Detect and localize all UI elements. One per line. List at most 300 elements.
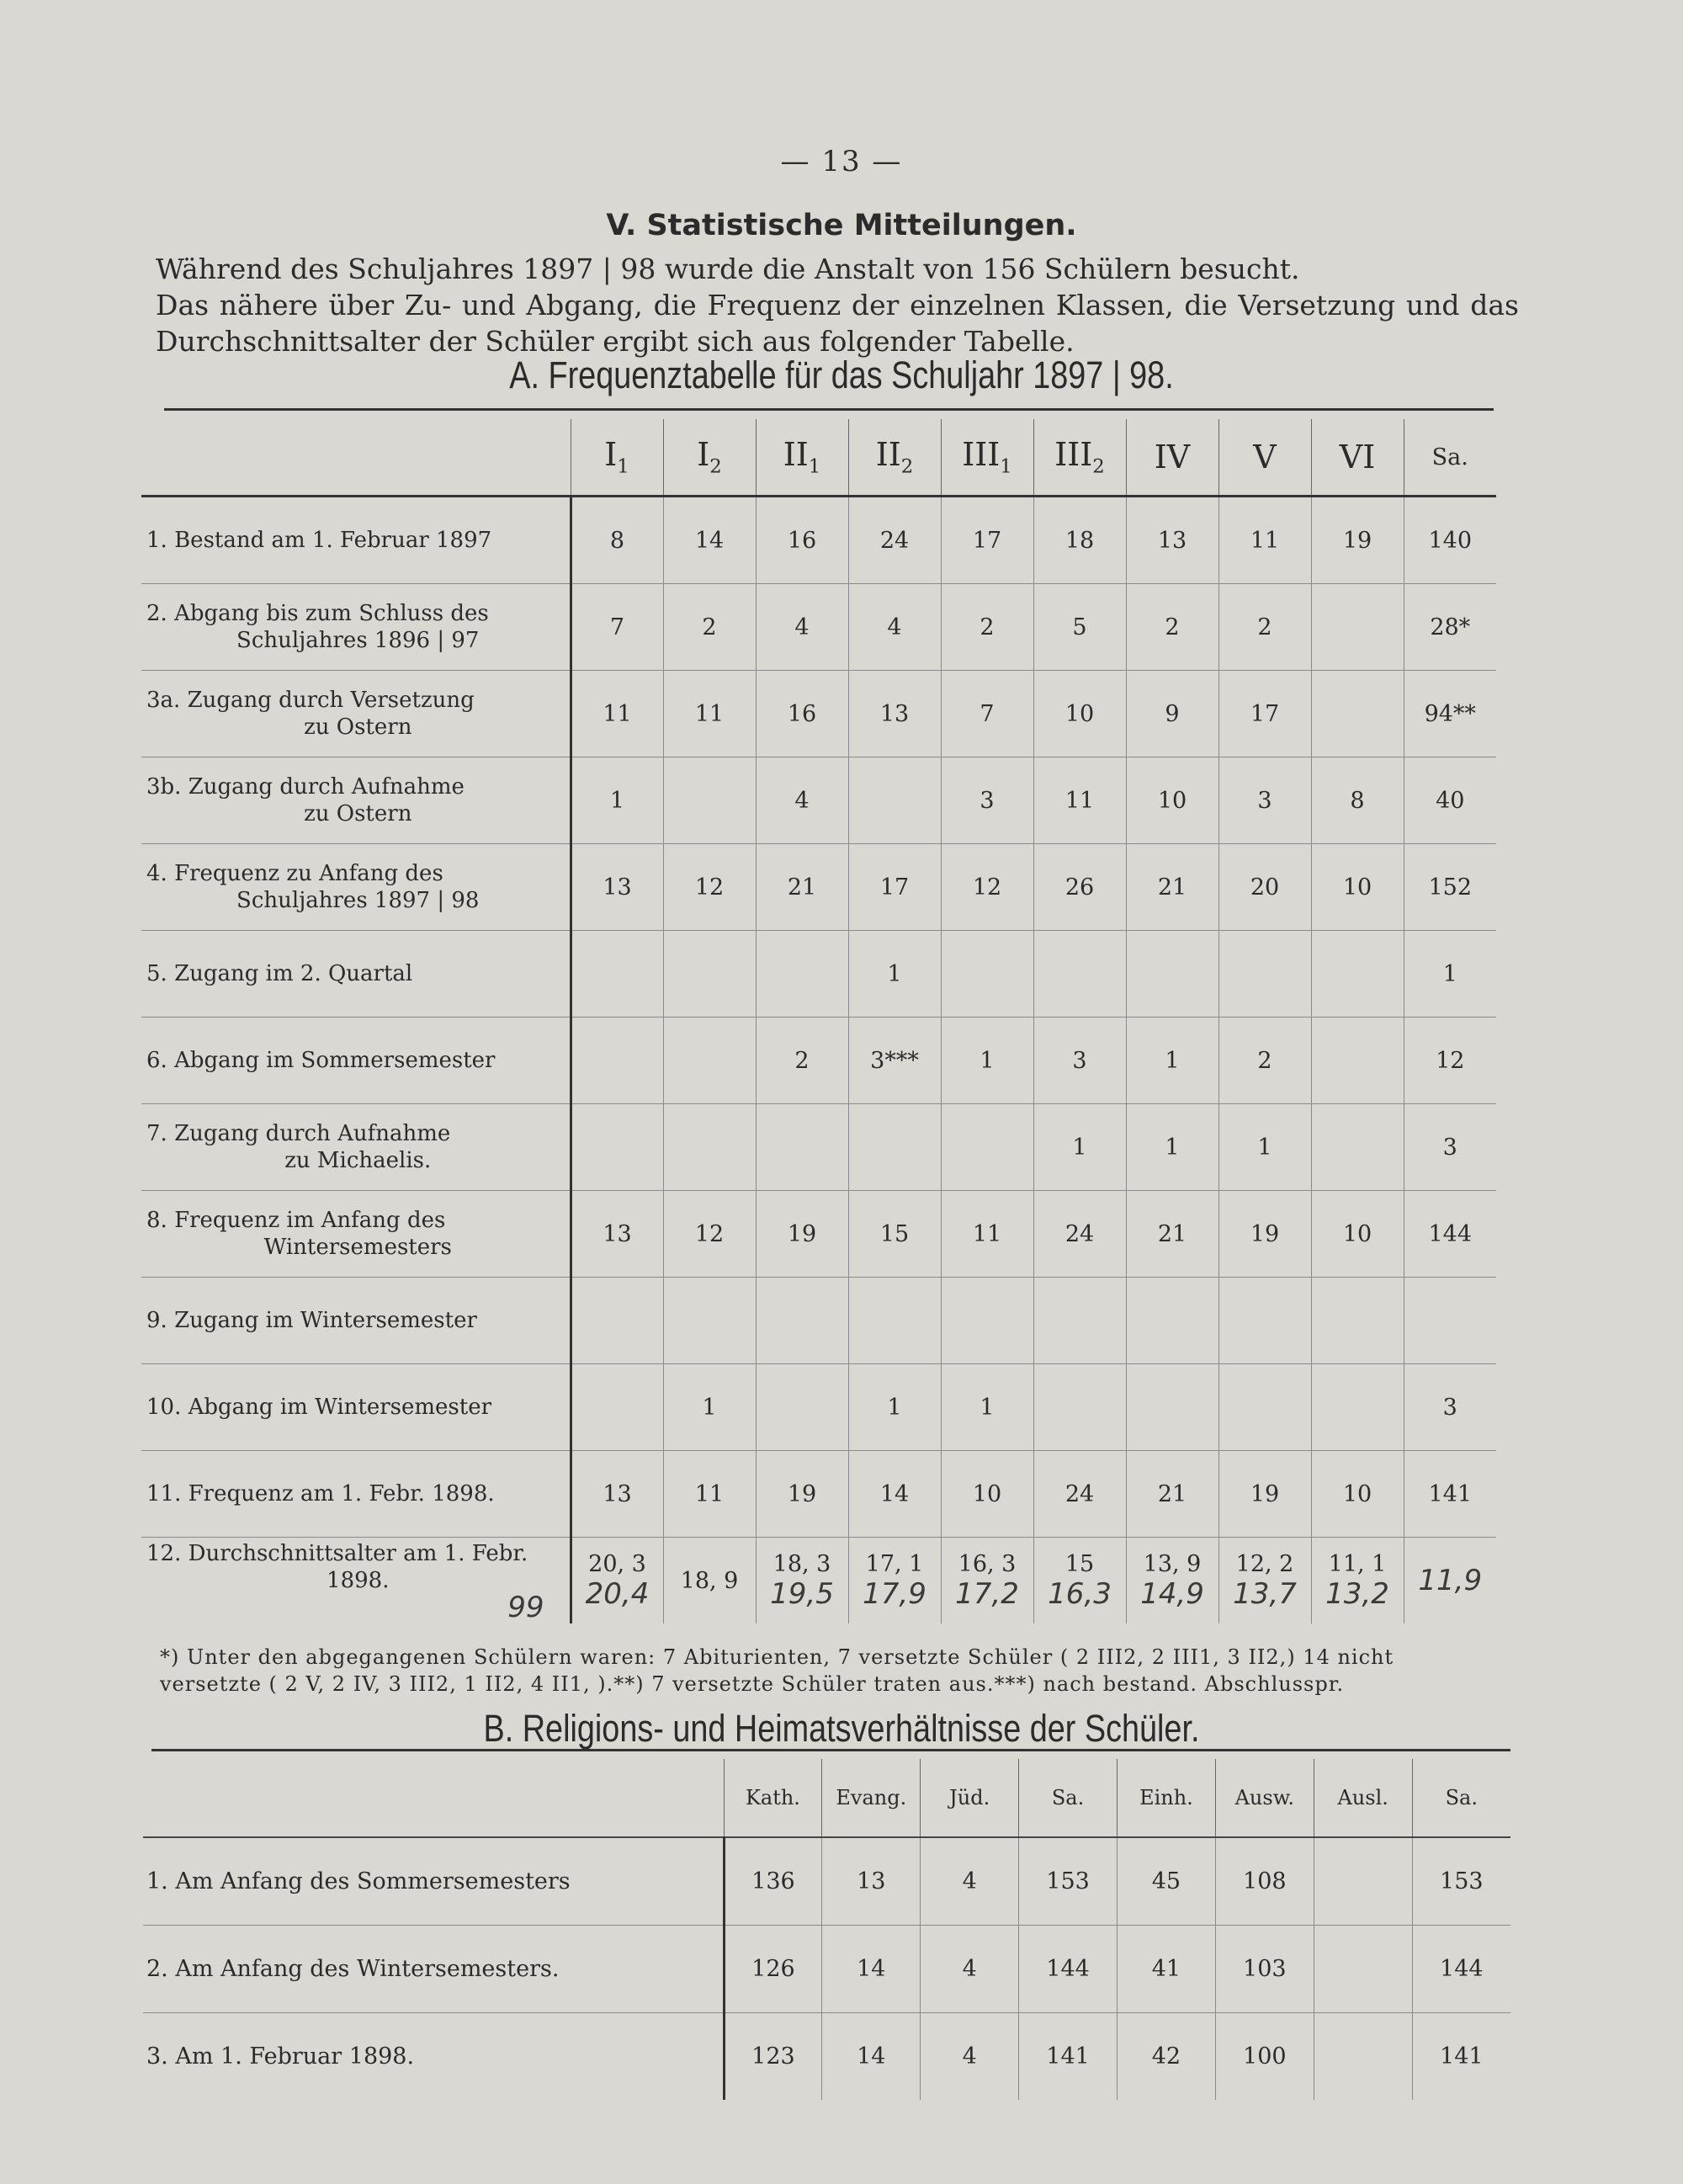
row-label-line-1: 1. Bestand am 1. Februar 1897 [146, 528, 492, 553]
cell-value: 12 [1436, 1047, 1465, 1074]
table-cell [571, 844, 663, 931]
table-cell: 153 [1412, 1837, 1510, 1926]
cell-value: 17 [1250, 700, 1280, 727]
table-cell [1404, 1191, 1496, 1278]
cell-value: 1 [1442, 960, 1457, 987]
cell-value: 26 [1064, 874, 1095, 901]
table-cell [1311, 1451, 1404, 1538]
table-cell [756, 1538, 848, 1624]
table-cell [1033, 1104, 1126, 1191]
table-cell [1311, 1018, 1404, 1104]
table-cell [1218, 1018, 1311, 1104]
table-cell [1033, 1191, 1126, 1278]
table-cell [1218, 757, 1311, 844]
table-cell [1314, 1926, 1412, 2013]
cell-value: 1 [980, 1394, 995, 1421]
cell-value: 141 [1428, 1480, 1473, 1507]
table-cell [941, 1451, 1033, 1538]
cell-value: 17, 1 [865, 1550, 924, 1577]
table-cell [756, 1018, 848, 1104]
cell-value: 12 [694, 874, 725, 901]
table-cell [1404, 931, 1496, 1018]
table-row [141, 1364, 1496, 1451]
table-cell [848, 1364, 941, 1451]
table-cell [1311, 1278, 1404, 1364]
cell-value: 19 [1250, 1220, 1280, 1247]
column-header [1311, 419, 1404, 497]
table-cell [1218, 671, 1311, 757]
column-header: Ausl. [1314, 1759, 1412, 1837]
table-cell [1033, 1451, 1126, 1538]
table-cell [1126, 1451, 1218, 1538]
table-cell [1404, 584, 1496, 671]
cell-value: 18, 9 [680, 1567, 739, 1594]
row-label: 3. Am 1. Februar 1898. [143, 2013, 724, 2101]
column-header: Kath. [724, 1759, 822, 1837]
table-cell [1126, 671, 1218, 757]
cell-value: 3 [1442, 1134, 1457, 1161]
cell-value: 4 [887, 614, 902, 640]
cell-value: 17 [972, 527, 1002, 554]
table-cell [1218, 931, 1311, 1018]
row-label-line-1: 2. Abgang bis zum Schluss des [146, 601, 489, 626]
cell-value: 2 [1257, 614, 1272, 640]
table-cell: 153 [1019, 1837, 1118, 1926]
table-cell [1033, 1278, 1126, 1364]
table-cell [1126, 497, 1218, 584]
row-label-line-1: 7. Zugang durch Aufnahme [146, 1121, 451, 1146]
cell-value: 10 [1064, 700, 1095, 727]
table-cell [848, 931, 941, 1018]
table-row [143, 2013, 1510, 2101]
row-label [141, 1364, 571, 1451]
table-cell [1404, 757, 1496, 844]
cell-value: 3 [1072, 1047, 1087, 1074]
column-header-label: III [962, 436, 1001, 474]
column-header-subscript: 1 [808, 455, 821, 478]
table-cell [1311, 497, 1404, 584]
row-label-line-1: 6. Abgang im Sommersemester [146, 1048, 496, 1073]
row-label [141, 757, 571, 844]
cell-value: 94** [1424, 700, 1476, 727]
table-cell [1033, 497, 1126, 584]
table-cell: 136 [724, 1837, 822, 1926]
table-cell [941, 1018, 1033, 1104]
column-header-label: III [1054, 436, 1093, 474]
handwritten-value: 17,2 [955, 1576, 1019, 1611]
cell-value: 15 [1064, 1550, 1095, 1577]
cell-value: 3 [980, 787, 995, 814]
column-header-subscript: 2 [709, 455, 722, 478]
table-cell [1218, 1364, 1311, 1451]
handwritten-value: 14,9 [1140, 1576, 1204, 1611]
column-header [848, 419, 941, 497]
cell-value: 4 [794, 614, 810, 640]
table-cell [663, 1538, 756, 1624]
row-label: 1. Am Anfang des Sommersemesters [146, 1868, 571, 1894]
table-cell: 123 [724, 2013, 822, 2101]
table-b-top-rule [151, 1749, 1510, 1751]
table-cell [756, 931, 848, 1018]
cell-value: 14 [879, 1480, 910, 1507]
cell-value: 10 [1342, 1480, 1372, 1507]
cell-value: 21 [1157, 874, 1187, 901]
cell-value: 11 [1064, 787, 1095, 814]
table-cell [663, 931, 756, 1018]
cell-value: 7 [980, 700, 995, 727]
row-label-line-2: 1898. [327, 1568, 390, 1593]
table-cell [1126, 1018, 1218, 1104]
footnote-line-2: versetzte ( 2 V, 2 IV, 3 III2, 1 II2, 4 II1, ).**) 7 versetzte Schüler traten aus.***) nach bestand. Abschlusspr. [160, 1672, 1345, 1696]
table-cell [848, 844, 941, 931]
table-cell [1311, 584, 1404, 671]
handwritten-value: 20,4 [585, 1576, 650, 1611]
cell-value: 28* [1430, 614, 1471, 640]
cell-value: 1 [1165, 1134, 1180, 1161]
cell-value: 11, 1 [1328, 1550, 1387, 1577]
table-a-title: A. Frequenztabelle für das Schuljahr 1897 | 98. [509, 353, 1174, 396]
cell-value: 17 [879, 874, 910, 901]
table-cell [756, 1451, 848, 1538]
table-cell: 4 [921, 1837, 1019, 1926]
table-cell [848, 584, 941, 671]
cell-value: 2 [702, 614, 717, 640]
footnote [160, 1644, 1523, 1698]
column-header-label: V [1253, 438, 1277, 476]
row-label-line-1: 3a. Zugang durch Versetzung [146, 688, 475, 713]
table-cell [941, 671, 1033, 757]
table-cell [1311, 844, 1404, 931]
table-cell [941, 1104, 1033, 1191]
row-label-line-1: 12. Durchschnittsalter am 1. Febr. [146, 1541, 528, 1566]
table-cell [756, 671, 848, 757]
table-cell [1218, 844, 1311, 931]
table-cell [663, 1451, 756, 1538]
cell-value: 10 [1157, 787, 1187, 814]
column-header [1033, 419, 1126, 497]
cell-value: 15 [879, 1220, 910, 1247]
intro-paragraph-1: Während des Schuljahres 1897 | 98 wurde die Anstalt von 156 Schülern besucht. [156, 252, 1300, 285]
table-cell [1126, 844, 1218, 931]
cell-value: 12 [694, 1220, 725, 1247]
cell-value: 16 [787, 700, 817, 727]
row-label-line-1: 4. Frequenz zu Anfang des [146, 861, 443, 886]
table-cell [848, 1278, 941, 1364]
table-row [141, 497, 1496, 584]
row-label-line-1: 8. Frequenz im Anfang des [146, 1208, 446, 1233]
table-cell [941, 1191, 1033, 1278]
table-cell [756, 1278, 848, 1364]
column-header: Jüd. [921, 1759, 1019, 1837]
religion-table-body [143, 1837, 1510, 2100]
cell-value: 9 [1165, 700, 1180, 727]
table-a-top-rule [164, 408, 1494, 411]
table-row [141, 844, 1496, 931]
table-cell [848, 1538, 941, 1624]
cell-value: 2 [1257, 1047, 1272, 1074]
table-cell [571, 1191, 663, 1278]
handwritten-value: 11,9 [1418, 1564, 1483, 1597]
table-cell [1126, 584, 1218, 671]
row-label [141, 497, 571, 584]
table-cell [571, 1278, 663, 1364]
handwritten-value: 17,9 [863, 1576, 926, 1611]
row-label [141, 931, 571, 1018]
table-cell [1033, 1018, 1126, 1104]
column-header [941, 419, 1033, 497]
frequency-table-header [141, 419, 1496, 497]
table-row [141, 1104, 1496, 1191]
table-cell [663, 1278, 756, 1364]
column-header [756, 419, 848, 497]
table-cell [1311, 757, 1404, 844]
cell-value: 21 [1157, 1220, 1187, 1247]
cell-value: 40 [1436, 787, 1465, 814]
table-cell [848, 1104, 941, 1191]
table-cell [1033, 1538, 1126, 1624]
cell-value: 10 [1342, 874, 1372, 901]
handwritten-value: 19,5 [770, 1576, 834, 1611]
table-cell [1218, 1451, 1311, 1538]
column-header-label: II [875, 436, 901, 474]
table-cell [1314, 1837, 1412, 1926]
table-cell [1218, 497, 1311, 584]
table-row [141, 1191, 1496, 1278]
table-cell [1126, 1364, 1218, 1451]
cell-value: 11 [1250, 527, 1280, 554]
table-cell [663, 497, 756, 584]
cell-value: 19 [787, 1480, 817, 1507]
row-label-line-1: 3b. Zugang durch Aufnahme [146, 774, 465, 800]
table-row [141, 1538, 1496, 1624]
table-cell: 141 [1019, 2013, 1118, 2101]
cell-value: 1 [1257, 1134, 1272, 1161]
cell-value: 3 [1442, 1394, 1457, 1421]
cell-value: 16, 3 [958, 1550, 1017, 1577]
cell-value: 24 [1064, 1220, 1095, 1247]
cell-value: 7 [609, 614, 625, 640]
table-cell [663, 757, 756, 844]
column-header [1126, 419, 1218, 497]
column-header: Ausw. [1215, 1759, 1314, 1837]
row-label-line-2: zu Michaelis. [284, 1148, 432, 1173]
cell-value: 13 [603, 874, 632, 901]
column-header [1218, 419, 1311, 497]
table-cell: 14 [822, 2013, 921, 2101]
table-cell: 144 [1019, 1926, 1118, 2013]
row-label-line-1: 5. Zugang im 2. Quartal [146, 961, 413, 986]
table-row [141, 931, 1496, 1018]
column-header-label: I [604, 436, 618, 474]
table-cell [571, 671, 663, 757]
cell-value: 10 [972, 1480, 1002, 1507]
table-cell [571, 1364, 663, 1451]
table-cell [571, 497, 663, 584]
cell-value: 11 [603, 700, 632, 727]
cell-value: 1 [887, 1394, 902, 1421]
table-cell [756, 1104, 848, 1191]
column-header: Evang. [822, 1759, 921, 1837]
table-cell: 126 [724, 1926, 822, 2013]
table-cell [1126, 931, 1218, 1018]
table-row [143, 1837, 1510, 1926]
column-header-subscript: 1 [1000, 455, 1012, 478]
table-cell: 4 [921, 2013, 1019, 2101]
row-label-line-2: Schuljahres 1897 | 98 [236, 888, 480, 913]
column-header-label: II [783, 436, 809, 474]
table-cell: 14 [822, 1926, 921, 2013]
table-cell [571, 757, 663, 844]
religion-table-header [143, 1759, 1510, 1837]
table-cell [756, 757, 848, 844]
table-cell [1404, 844, 1496, 931]
cell-value: 1 [609, 787, 625, 814]
row-label [141, 1451, 571, 1538]
cell-value: 14 [694, 527, 725, 554]
handwritten-value: 13,7 [1233, 1576, 1297, 1611]
table-cell [663, 671, 756, 757]
table-cell [1033, 757, 1126, 844]
cell-value: 8 [1350, 787, 1365, 814]
row-label [141, 1191, 571, 1278]
frequency-table-body [141, 497, 1496, 1624]
row-label-line-1: 11. Frequenz am 1. Febr. 1898. [146, 1481, 495, 1506]
cell-value: 12 [972, 874, 1002, 901]
table-row [141, 1278, 1496, 1364]
handwritten-value: 16,3 [1048, 1576, 1112, 1611]
table-row [141, 671, 1496, 757]
table-cell: 45 [1118, 1837, 1216, 1926]
table-cell [1033, 671, 1126, 757]
table-cell [1404, 1278, 1496, 1364]
table-row [141, 584, 1496, 671]
row-label-line-2: zu Ostern [304, 715, 412, 740]
table-cell [1218, 1278, 1311, 1364]
page-number: — 13 — [780, 145, 903, 178]
table-cell [1404, 1104, 1496, 1191]
table-cell [756, 1364, 848, 1451]
table-cell [1218, 1104, 1311, 1191]
row-label-line-1: 10. Abgang im Wintersemester [146, 1395, 492, 1420]
table-cell [1126, 757, 1218, 844]
table-cell [1218, 1538, 1311, 1624]
cell-value: 19 [787, 1220, 817, 1247]
row-label [141, 1538, 571, 1624]
header-corner [143, 1759, 724, 1837]
cell-value: 18, 3 [772, 1550, 831, 1577]
cell-value: 24 [879, 527, 910, 554]
cell-value: 13 [879, 700, 910, 727]
table-cell [1314, 2013, 1412, 2101]
table-cell [848, 757, 941, 844]
table-cell [1033, 584, 1126, 671]
column-header [663, 419, 756, 497]
cell-value: 11 [694, 700, 725, 727]
table-cell [941, 1278, 1033, 1364]
table-cell [1311, 1191, 1404, 1278]
cell-value: 19 [1250, 1480, 1280, 1507]
table-cell: 108 [1215, 1837, 1314, 1926]
table-cell: 13 [822, 1837, 921, 1926]
table-cell: 41 [1118, 1926, 1216, 2013]
cell-value: 152 [1428, 874, 1473, 901]
table-cell [848, 497, 941, 584]
table-row [141, 1018, 1496, 1104]
handwritten-note: 99 [507, 1591, 544, 1624]
cell-value: 1 [702, 1394, 717, 1421]
cell-value: 24 [1064, 1480, 1095, 1507]
cell-value: 13 [603, 1220, 632, 1247]
table-cell: 103 [1215, 1926, 1314, 2013]
table-cell [663, 1104, 756, 1191]
cell-value: 19 [1342, 527, 1372, 554]
cell-value: 1 [887, 960, 902, 987]
cell-value: 12, 2 [1235, 1550, 1294, 1577]
column-header-label: Sa. [1431, 444, 1468, 470]
table-cell [756, 497, 848, 584]
row-label [141, 671, 571, 757]
table-cell [1404, 1451, 1496, 1538]
table-cell [1033, 931, 1126, 1018]
row-label [141, 844, 571, 931]
column-header [1404, 419, 1496, 497]
table-cell [1311, 1104, 1404, 1191]
table-cell [1218, 584, 1311, 671]
handwritten-value: 13,2 [1325, 1576, 1389, 1611]
table-cell [663, 1018, 756, 1104]
cell-value: 3 [1257, 787, 1272, 814]
cell-value: 10 [1342, 1220, 1372, 1247]
column-header: Einh. [1118, 1759, 1216, 1837]
table-cell [1404, 671, 1496, 757]
table-cell [1311, 1364, 1404, 1451]
table-cell [571, 1538, 663, 1624]
cell-value: 18 [1064, 527, 1095, 554]
column-header-label: VI [1339, 438, 1376, 476]
table-cell [1218, 1191, 1311, 1278]
row-label-line-2: Wintersemesters [263, 1235, 452, 1260]
row-label [141, 1278, 571, 1364]
table-cell [571, 1104, 663, 1191]
table-cell [848, 1018, 941, 1104]
row-label [141, 1104, 571, 1191]
table-cell [1404, 1538, 1496, 1624]
header-corner [141, 419, 571, 497]
column-header: Sa. [1019, 1759, 1118, 1837]
row-label-line-2: Schuljahres 1896 | 97 [236, 628, 480, 653]
cell-value: 5 [1072, 614, 1087, 640]
table-cell [1311, 1538, 1404, 1624]
table-cell [663, 844, 756, 931]
cell-value: 21 [1157, 1480, 1187, 1507]
table-cell [1033, 844, 1126, 931]
column-header-subscript: 2 [1092, 455, 1105, 478]
table-cell [848, 1451, 941, 1538]
table-cell [1126, 1278, 1218, 1364]
table-b-title: B. Religions- und Heimatsverhältnisse der Schüler. [483, 1707, 1200, 1750]
table-cell [663, 584, 756, 671]
table-cell [571, 1018, 663, 1104]
column-header [571, 419, 663, 497]
table-cell [941, 497, 1033, 584]
table-cell [1404, 1364, 1496, 1451]
religion-table [143, 1759, 1510, 2100]
table-cell [1126, 1538, 1218, 1624]
cell-value: 8 [609, 527, 625, 554]
table-cell [663, 1191, 756, 1278]
table-cell [941, 931, 1033, 1018]
cell-value: 16 [787, 527, 817, 554]
